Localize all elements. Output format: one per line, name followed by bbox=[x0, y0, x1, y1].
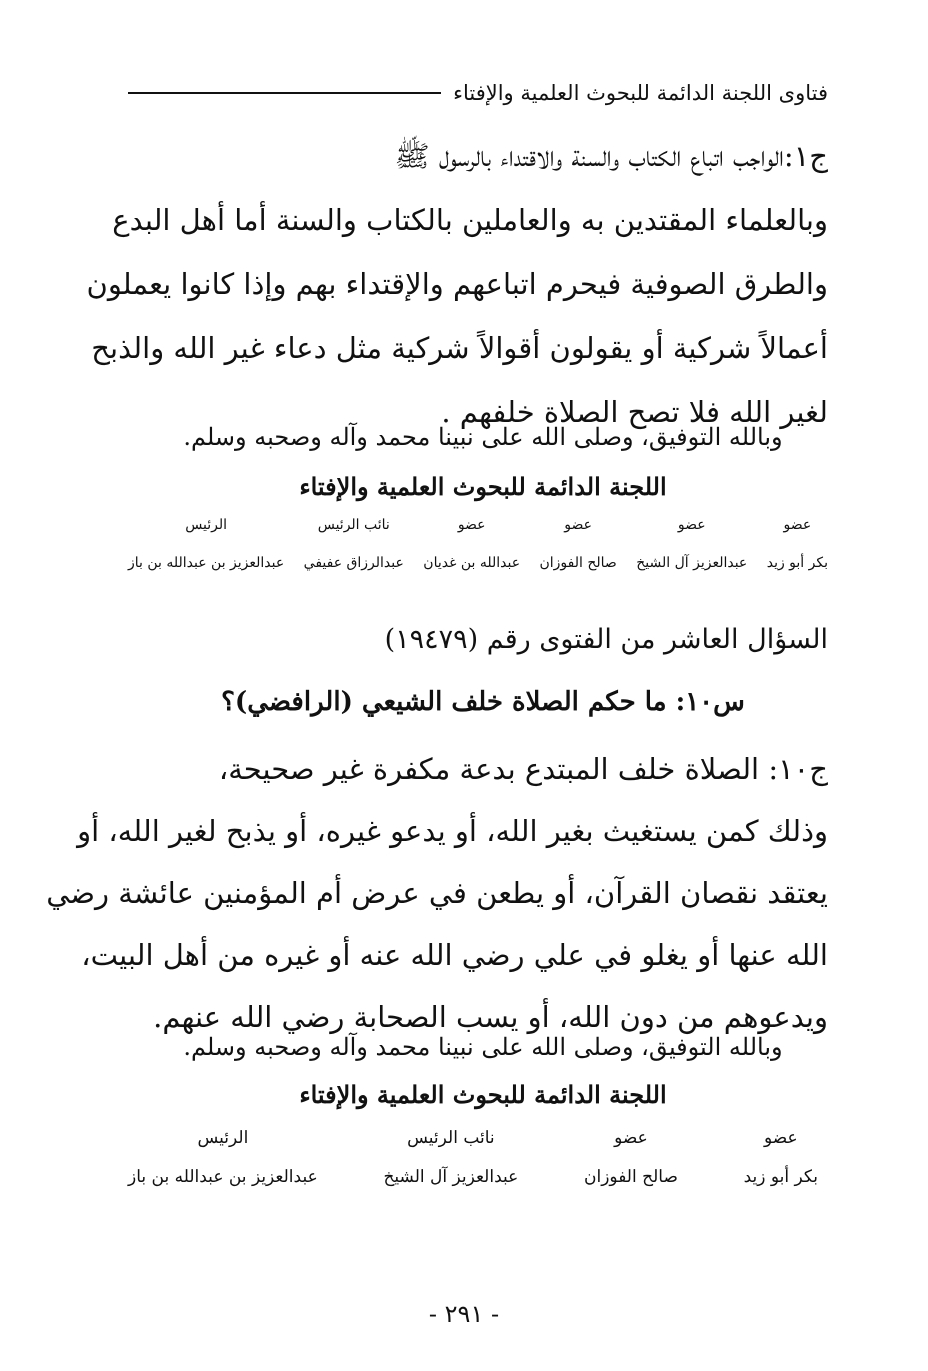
running-header bbox=[128, 78, 828, 108]
answer-1-line: أعمالاً شركية أو يقولون أقوالاً شركية مثل دعاء غير الله والذبح bbox=[91, 331, 828, 365]
signatory bbox=[767, 512, 828, 578]
signatory-role: نائب الرئيس bbox=[317, 517, 390, 533]
closing-formula-1: وبالله التوفيق، وصلى الله على نبينا محمد وآله وصحبه وسلم. bbox=[183, 423, 783, 451]
signatory-name: بكر أبو زيد bbox=[743, 1167, 818, 1187]
signatory bbox=[584, 1124, 678, 1194]
signatory-name: عبدالعزيز آل الشيخ bbox=[636, 555, 748, 571]
signatory-name: عبدالرزاق عفيفي bbox=[303, 555, 404, 571]
signatory-role: الرئيس bbox=[197, 1128, 249, 1148]
page-number: - ٢٩١ - bbox=[428, 1300, 500, 1328]
answer-10-paragraph bbox=[46, 738, 828, 1048]
answer-10-line: ج١٠: الصلاة خلف المبتدع بدعة مكفرة غير صحيحة، bbox=[218, 752, 828, 786]
signatory-role: عضو bbox=[677, 517, 706, 533]
answer-1-line: وبالعلماء المقتدين به والعاملين بالكتاب والسنة أما أهل البدع bbox=[112, 203, 828, 237]
signatory bbox=[540, 512, 617, 578]
answer-1-line: لغير الله فلا تصح الصلاة خلفهم . bbox=[441, 395, 828, 429]
answer-10-line: ويدعوهم من دون الله، أو يسب الصحابة رضي الله عنهم. bbox=[153, 1000, 828, 1034]
signatory bbox=[744, 1124, 818, 1194]
signatory bbox=[636, 512, 747, 578]
question-reference: السؤال العاشر من الفتوى رقم (١٩٤٧٩) bbox=[384, 624, 828, 655]
signatory-name: صالح الفوزان bbox=[539, 555, 617, 571]
signatory-name: عبدالعزيز آل الشيخ bbox=[383, 1167, 519, 1187]
answer-10-line: يعتقد نقصان القرآن، أو يطعن في عرض أم المؤمنين عائشة رضي bbox=[46, 876, 828, 910]
signatory bbox=[423, 512, 520, 578]
signatory-name: صالح الفوزان bbox=[584, 1167, 678, 1187]
signatory bbox=[304, 512, 404, 578]
closing-formula-2: وبالله التوفيق، وصلى الله على نبينا محمد وآله وصحبه وسلم. bbox=[183, 1033, 783, 1061]
signatory-role: عضو bbox=[763, 1128, 798, 1148]
signatory-name: عبدالعزيز بن عبدالله بن باز bbox=[128, 555, 285, 571]
committee-name-1: اللجنة الدائمة للبحوث العلمية والإفتاء bbox=[299, 472, 667, 501]
signatory-role: نائب الرئيس bbox=[407, 1128, 495, 1148]
signatures-block-2 bbox=[128, 1124, 818, 1194]
signatory-role: عضو bbox=[457, 517, 486, 533]
signatory-role: الرئيس bbox=[185, 517, 228, 533]
signatory-name: عبدالله بن غديان bbox=[423, 555, 521, 571]
signatory bbox=[128, 512, 284, 578]
question-heading: س١٠: ما حكم الصلاة خلف الشيعي (الرافضي)؟ bbox=[221, 687, 745, 717]
header-title: فتاوى اللجنة الدائمة للبحوث العلمية والإفتاء bbox=[453, 81, 828, 105]
answer-1-line: والطرق الصوفية فيحرم اتباعهم والإقتداء بهم وإذا كانوا يعملون bbox=[86, 267, 828, 301]
answer-10-line: الله عنها أو يغلو في علي رضي الله عنه أو غيره من أهل البيت، bbox=[81, 938, 828, 972]
signatory-name: بكر أبو زيد bbox=[766, 555, 828, 571]
signatory bbox=[128, 1124, 318, 1194]
signatory bbox=[383, 1124, 518, 1194]
signatory-name: عبدالعزيز بن عبدالله بن باز bbox=[128, 1167, 318, 1187]
header-rule bbox=[128, 92, 441, 94]
signatory-role: عضو bbox=[564, 517, 593, 533]
signatures-block-1 bbox=[128, 512, 828, 578]
answer-10-line: وذلك كمن يستغيث بغير الله، أو يدعو غيره، أو يذبح لغير الله، أو bbox=[77, 814, 828, 848]
signatory-role: عضو bbox=[614, 1128, 648, 1148]
signatory-role: عضو bbox=[783, 517, 812, 533]
answer-1-paragraph bbox=[86, 124, 828, 444]
committee-name-2: اللجنة الدائمة للبحوث العلمية والإفتاء bbox=[299, 1080, 667, 1109]
answer-1-line: ج١:الواجب اتباع الكتاب والسنة والاقتداء بالرسول ﷺ bbox=[394, 139, 828, 173]
